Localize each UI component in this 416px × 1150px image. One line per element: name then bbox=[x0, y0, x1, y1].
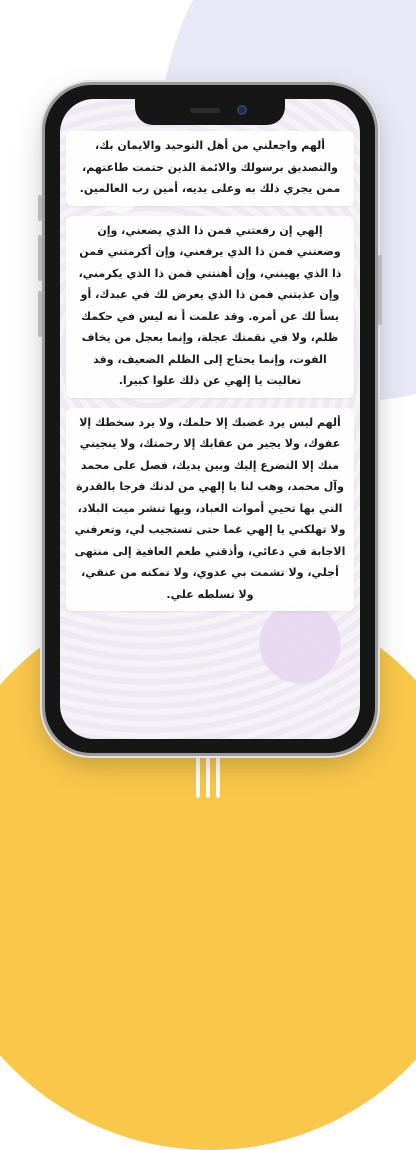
dua-card[interactable] bbox=[66, 216, 354, 398]
speaker-icon bbox=[190, 108, 220, 113]
phone-volume-down-button bbox=[38, 291, 42, 337]
dua-card[interactable] bbox=[66, 408, 354, 612]
phone-mute-switch bbox=[38, 195, 42, 221]
phone-volume-up-button bbox=[38, 235, 42, 281]
phone-mockup bbox=[45, 85, 375, 753]
phone-screen bbox=[60, 99, 360, 739]
camera-icon bbox=[237, 105, 247, 115]
phone-power-button bbox=[378, 255, 382, 325]
dua-text: إلهي إن رفعتني فمن ذا الذي يضعني، وإن وضعتني فمن ذا الذي يرفعني، وإن أكرمتني فمن ذا الذي يهينني، وإن أهنتني فمن ذا الذي يكرمني، وإن عذبتني فمن ذا الذي يعرض لك في عبدك، أو يسأ لك عن أمره. وقد علمت أ نه ليس في حكمك ظلم، ولا في نقمتك عجلة، وإنما يعجل من يخاف الفوت، وإنما يحتاج إلى الظلم الضعيف، وقد تعاليت يا إلهي عن ذلك علوا كبيرا. bbox=[78, 223, 342, 387]
phone-notch bbox=[135, 99, 285, 125]
decor-stripe bbox=[196, 752, 200, 798]
dua-card[interactable] bbox=[66, 131, 354, 206]
dua-text: ألهم ليس يرد غضبك إلا حلمك، ولا يرد سخطك إلا عفوك، ولا يجير من عقابك إلا رحمتك، ولا ينجيني منك إلا التضرع إليك وبين يديك، فصل على محمد وآل محمد، وهب لنا يا إلهي من لدنك فرجا بالقدرة التي بها تحيي أموات العباد، وبها تنشر ميت البلاد، ولا تهلكني يا إلهي غما حتى تستجيب لي، وتعرفني الاجابة في دعائي، وأذقني طعم العافية إلى منتهى أجلي، ولا تشمت بي عدوي، ولا تمكنه من عنقي، ولا تسلطه علي. bbox=[74, 415, 346, 601]
decor-stripe bbox=[206, 752, 210, 798]
duas-list[interactable] bbox=[66, 131, 354, 729]
dua-text: ألهم واجعلني من أهل التوحيد والايمان بك، والتصديق برسولك والائمة الذين حتمت طاعتهم، ممن يجري ذلك به وعلى يديه، أمين رب العالمين. bbox=[79, 139, 341, 195]
decor-stripe bbox=[216, 752, 220, 798]
